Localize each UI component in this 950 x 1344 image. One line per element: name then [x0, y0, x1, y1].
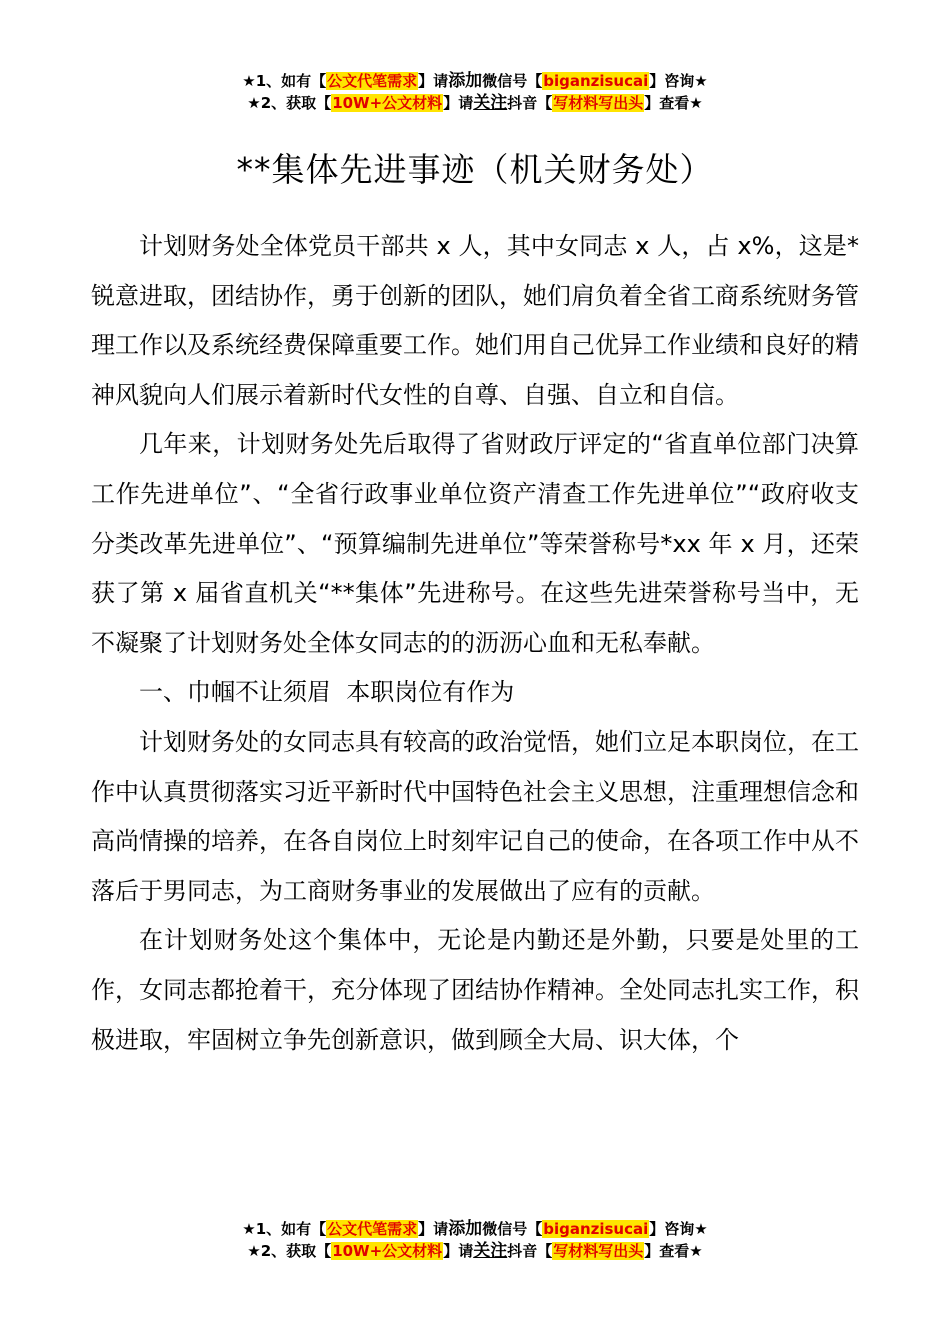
promo-banner-top [0, 70, 950, 114]
promo-line-1: ★1、如有【公文代笔需求】请添加微信号【biganzisucai】咨询★ [242, 1219, 708, 1239]
document-title: **集体先进事迹（机关财务处） [236, 150, 714, 189]
paragraph: 计划财务处的女同志具有较高的政治觉悟，她们立足本职岗位，在工作中认真贯彻落实习近平新时代中国特色社会主义思想，注重理想信念和高尚情操的培养，在各自岗位上时刻牢记自己的使命，在各项工作中从不落后于男同志，为工商财务事业的发展做出了应有的贡献。 [91, 727, 859, 905]
paragraph: 在计划财务处这个集体中，无论是内勤还是外勤，只要是处里的工作，女同志都抢着干，充分体现了团结协作精神。全处同志扎实工作，积极进取，牢固树立争先创新意识，做到顾全大局、识大体，个 [91, 926, 859, 1054]
star-icon: ★ [242, 72, 256, 90]
star-icon: ★ [247, 1242, 261, 1260]
section-heading: 一、巾帼不让须眉 本职岗位有作为 [139, 678, 515, 707]
wechat-id: biganzisucai [543, 72, 649, 90]
promo-highlight: 10W+公文材料 [332, 94, 443, 112]
promo-banner-bottom [0, 1218, 950, 1262]
paragraph: 计划财务处全体党员干部共 x 人，其中女同志 x 人，占 x%，这是*锐意进取，团结协作，勇于创新的团队，她们肩负着全省工商系统财务管理工作以及系统经费保障重要工作。她们用自己优异工作业绩和良好的精神风貌向人们展示着新时代女性的自尊、自强、自立和自信。 [91, 232, 859, 409]
douyin-account: 写材料写出头 [553, 94, 644, 112]
promo-line-2: ★2、获取【10W+公文材料】请关注抖音【写材料写出头】查看★ [247, 1241, 703, 1261]
douyin-account: 写材料写出头 [553, 1242, 644, 1260]
promo-highlight: 公文代笔需求 [327, 1220, 418, 1238]
paragraph: 几年来，计划财务处先后取得了省财政厅评定的“省直单位部门决算工作先进单位”、“全省行政事业单位资产清查工作先进单位”“政府收支分类改革先进单位”、“预算编制先进单位”等荣誉称号*xx 年 x 月，还荣获了第 x 届省直机关“**集体”先进称号。在这些先进荣誉称号当中，无不凝聚了计划财务处全体女同志的的沥沥心血和无私奉献。 [91, 430, 859, 657]
star-icon: ★ [242, 1220, 256, 1238]
promo-line-2: ★2、获取【10W+公文材料】请关注抖音【写材料写出头】查看★ [247, 93, 703, 113]
promo-highlight: 10W+公文材料 [332, 1242, 443, 1260]
promo-highlight: 公文代笔需求 [327, 72, 418, 90]
wechat-id: biganzisucai [543, 1220, 649, 1238]
document-body [91, 222, 859, 1065]
promo-line-1: ★1、如有【公文代笔需求】请添加微信号【biganzisucai】咨询★ [242, 71, 708, 91]
star-icon: ★ [247, 94, 261, 112]
